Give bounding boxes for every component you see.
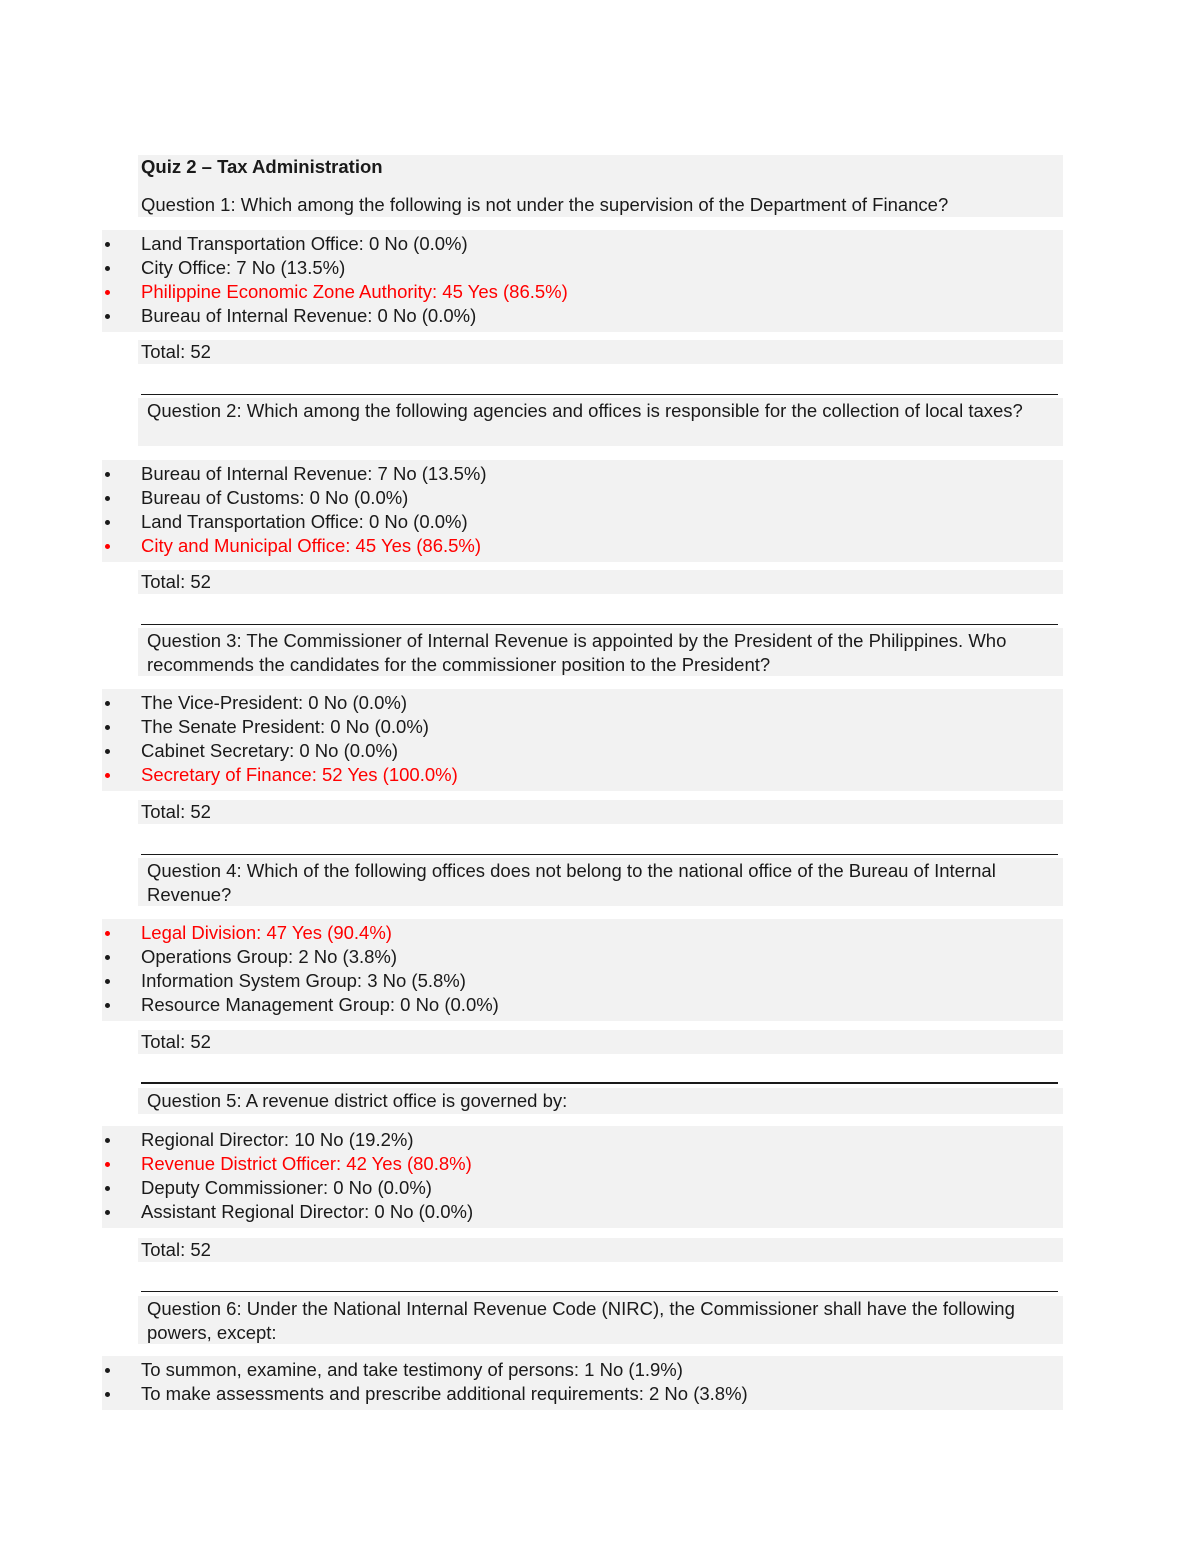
question-3-text: Question 3: The Commissioner of Internal Revenue is appointed by the President of the Philippines. Who recommends the candidates for the commissioner position to the President?: [147, 630, 1007, 675]
option-item: To summon, examine, and take testimony of persons: 1 No (1.9%): [102, 1358, 1063, 1382]
question-3-total: Total: 52: [138, 800, 1063, 824]
bullet-icon: [105, 1003, 110, 1008]
question-4-options: [102, 919, 1063, 1021]
option-item: Bureau of Customs: 0 No (0.0%): [102, 486, 1063, 510]
option-item: Deputy Commissioner: 0 No (0.0%): [102, 1176, 1063, 1200]
option-item: The Senate President: 0 No (0.0%): [102, 715, 1063, 739]
question-2-text: Question 2: Which among the following agencies and offices is responsible for the collection of local taxes?: [147, 400, 1023, 421]
question-4-text: Question 4: Which of the following offices does not belong to the national office of the Bureau of Internal Revenue?: [147, 860, 996, 905]
bullet-icon: [105, 1368, 110, 1373]
question-6-text: Question 6: Under the National Internal Revenue Code (NIRC), the Commissioner shall have the following powers, except:: [147, 1298, 1015, 1343]
option-item: Resource Management Group: 0 No (0.0%): [102, 993, 1063, 1017]
question-1-text: Question 1: Which among the following is not under the supervision of the Department of Finance?: [141, 194, 949, 215]
question-6-block: [138, 1296, 1063, 1344]
bullet-icon: [105, 242, 110, 247]
bullet-icon: [105, 701, 110, 706]
option-item-correct: Philippine Economic Zone Authority: 45 Yes (86.5%): [102, 280, 1063, 304]
bullet-icon: [105, 773, 110, 778]
bullet-icon: [105, 496, 110, 501]
option-item-correct: Legal Division: 47 Yes (90.4%): [102, 921, 1063, 945]
bullet-icon: [105, 290, 110, 295]
question-2-total: Total: 52: [138, 570, 1063, 594]
option-item: Information System Group: 3 No (5.8%): [102, 969, 1063, 993]
option-item: Bureau of Internal Revenue: 0 No (0.0%): [102, 304, 1063, 328]
divider: [141, 854, 1058, 855]
option-item: City Office: 7 No (13.5%): [102, 256, 1063, 280]
question-6-options: [102, 1356, 1063, 1410]
option-item: Regional Director: 10 No (19.2%): [102, 1128, 1063, 1152]
divider: [141, 1291, 1058, 1292]
question-2-options: [102, 460, 1063, 562]
question-1-total: Total: 52: [138, 340, 1063, 364]
bullet-icon: [105, 725, 110, 730]
question-5-text: Question 5: A revenue district office is governed by:: [147, 1090, 568, 1111]
title-block: [138, 155, 1063, 217]
option-item: To make assessments and prescribe additional requirements: 2 No (3.8%): [102, 1382, 1063, 1406]
divider: [141, 394, 1058, 395]
bullet-icon: [105, 1186, 110, 1191]
bullet-icon: [105, 314, 110, 319]
bullet-icon: [105, 1138, 110, 1143]
bullet-icon: [105, 520, 110, 525]
bullet-icon: [105, 544, 110, 549]
option-item: Land Transportation Office: 0 No (0.0%): [102, 232, 1063, 256]
bullet-icon: [105, 931, 110, 936]
option-item: Land Transportation Office: 0 No (0.0%): [102, 510, 1063, 534]
question-5-total: Total: 52: [138, 1238, 1063, 1262]
question-4-block: [138, 858, 1063, 906]
option-item-correct: City and Municipal Office: 45 Yes (86.5%): [102, 534, 1063, 558]
divider: [141, 1082, 1058, 1084]
option-item-correct: Revenue District Officer: 42 Yes (80.8%): [102, 1152, 1063, 1176]
bullet-icon: [105, 1210, 110, 1215]
option-item: The Vice-President: 0 No (0.0%): [102, 691, 1063, 715]
option-item: Cabinet Secretary: 0 No (0.0%): [102, 739, 1063, 763]
bullet-icon: [105, 955, 110, 960]
bullet-icon: [105, 749, 110, 754]
option-item-correct: Secretary of Finance: 52 Yes (100.0%): [102, 763, 1063, 787]
quiz-title: Quiz 2 – Tax Administration: [141, 156, 383, 177]
question-5-block: [138, 1088, 1063, 1114]
option-item: Bureau of Internal Revenue: 7 No (13.5%): [102, 462, 1063, 486]
option-item: Operations Group: 2 No (3.8%): [102, 945, 1063, 969]
bullet-icon: [105, 979, 110, 984]
bullet-icon: [105, 1162, 110, 1167]
question-3-options: [102, 689, 1063, 791]
question-4-total: Total: 52: [138, 1030, 1063, 1054]
question-3-block: [138, 628, 1063, 676]
question-2-block: [138, 398, 1063, 446]
bullet-icon: [105, 266, 110, 271]
bullet-icon: [105, 1392, 110, 1397]
divider: [141, 624, 1058, 625]
question-5-options: [102, 1126, 1063, 1228]
question-1-options: [102, 230, 1063, 332]
option-item: Assistant Regional Director: 0 No (0.0%): [102, 1200, 1063, 1224]
bullet-icon: [105, 472, 110, 477]
